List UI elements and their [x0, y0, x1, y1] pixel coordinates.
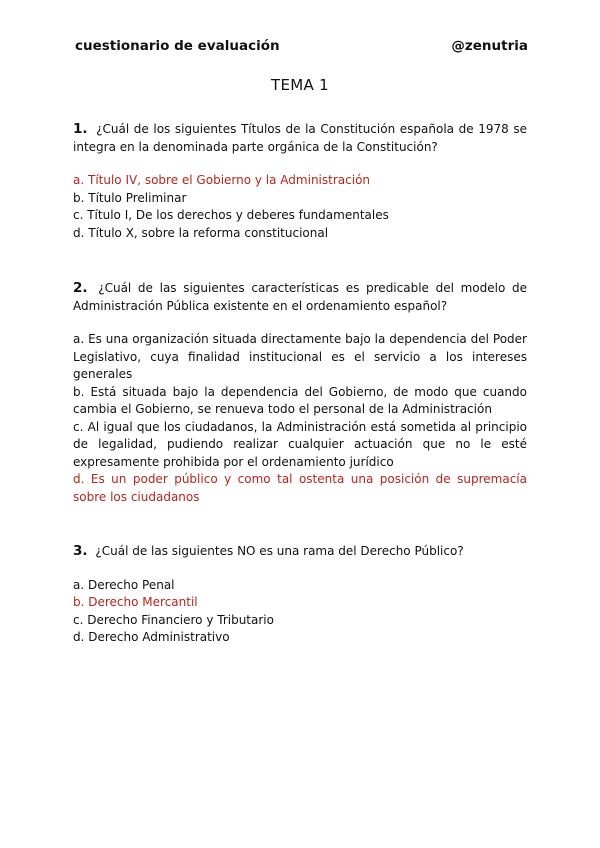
- question-prompt: ¿Cuál de las siguientes características es predicable del modelo de Administración Pública existente en el ordenamiento español?: [73, 281, 527, 313]
- question-text: [73, 543, 527, 561]
- option-a: a. Derecho Penal: [73, 577, 175, 592]
- question-3: [73, 543, 527, 647]
- page-header: [75, 38, 528, 54]
- question-2: [73, 280, 527, 506]
- question-1: [73, 121, 527, 242]
- question-number: 1.: [73, 121, 88, 137]
- option-c: c. Derecho Financiero y Tributario: [73, 612, 274, 627]
- question-text: [73, 280, 527, 315]
- option-b: b. Título Preliminar: [73, 190, 187, 205]
- option-a: a. Es una organización situada directamente bajo la dependencia del Poder Legislativo, cuya finalidad institucional es el servicio a los intereses generales: [73, 332, 527, 381]
- question-text: [73, 121, 527, 156]
- option-a: a. Título IV, sobre el Gobierno y la Administración: [73, 173, 371, 187]
- header-title: cuestionario de evaluación: [75, 38, 280, 54]
- question-prompt: ¿Cuál de los siguientes Títulos de la Constitución española de 1978 se integra en la denominada parte orgánica de la Constitución?: [73, 122, 527, 154]
- option-list: [73, 331, 527, 506]
- option-d: d. Título X, sobre la reforma constitucional: [73, 225, 329, 240]
- option-list: [73, 577, 527, 647]
- option-list: [73, 172, 527, 242]
- option-c: c. Al igual que los ciudadanos, la Administración está sometida al principio de legalidad, pudiendo realizar cualquier actuación que no le esté expresamente prohibida por el ordenamiento jurídico: [73, 419, 527, 469]
- question-number: 2.: [73, 280, 88, 296]
- option-b: b. Derecho Mercantil: [73, 595, 198, 609]
- option-c: c. Título I, De los derechos y deberes fundamentales: [73, 208, 389, 222]
- question-number: 3.: [73, 543, 88, 559]
- option-d: d. Derecho Administrativo: [73, 630, 230, 644]
- option-d: d. Es un poder público y como tal ostenta una posición de supremacía sobre los ciudadanos: [73, 472, 527, 504]
- question-prompt: ¿Cuál de las siguientes NO es una rama del Derecho Público?: [95, 544, 464, 558]
- option-b: b. Está situada bajo la dependencia del Gobierno, de modo que cuando cambia el Gobierno, se renueva todo el personal de la Administración: [73, 384, 527, 416]
- page-title: TEMA 1: [271, 76, 329, 94]
- header-handle: @zenutria: [451, 38, 528, 54]
